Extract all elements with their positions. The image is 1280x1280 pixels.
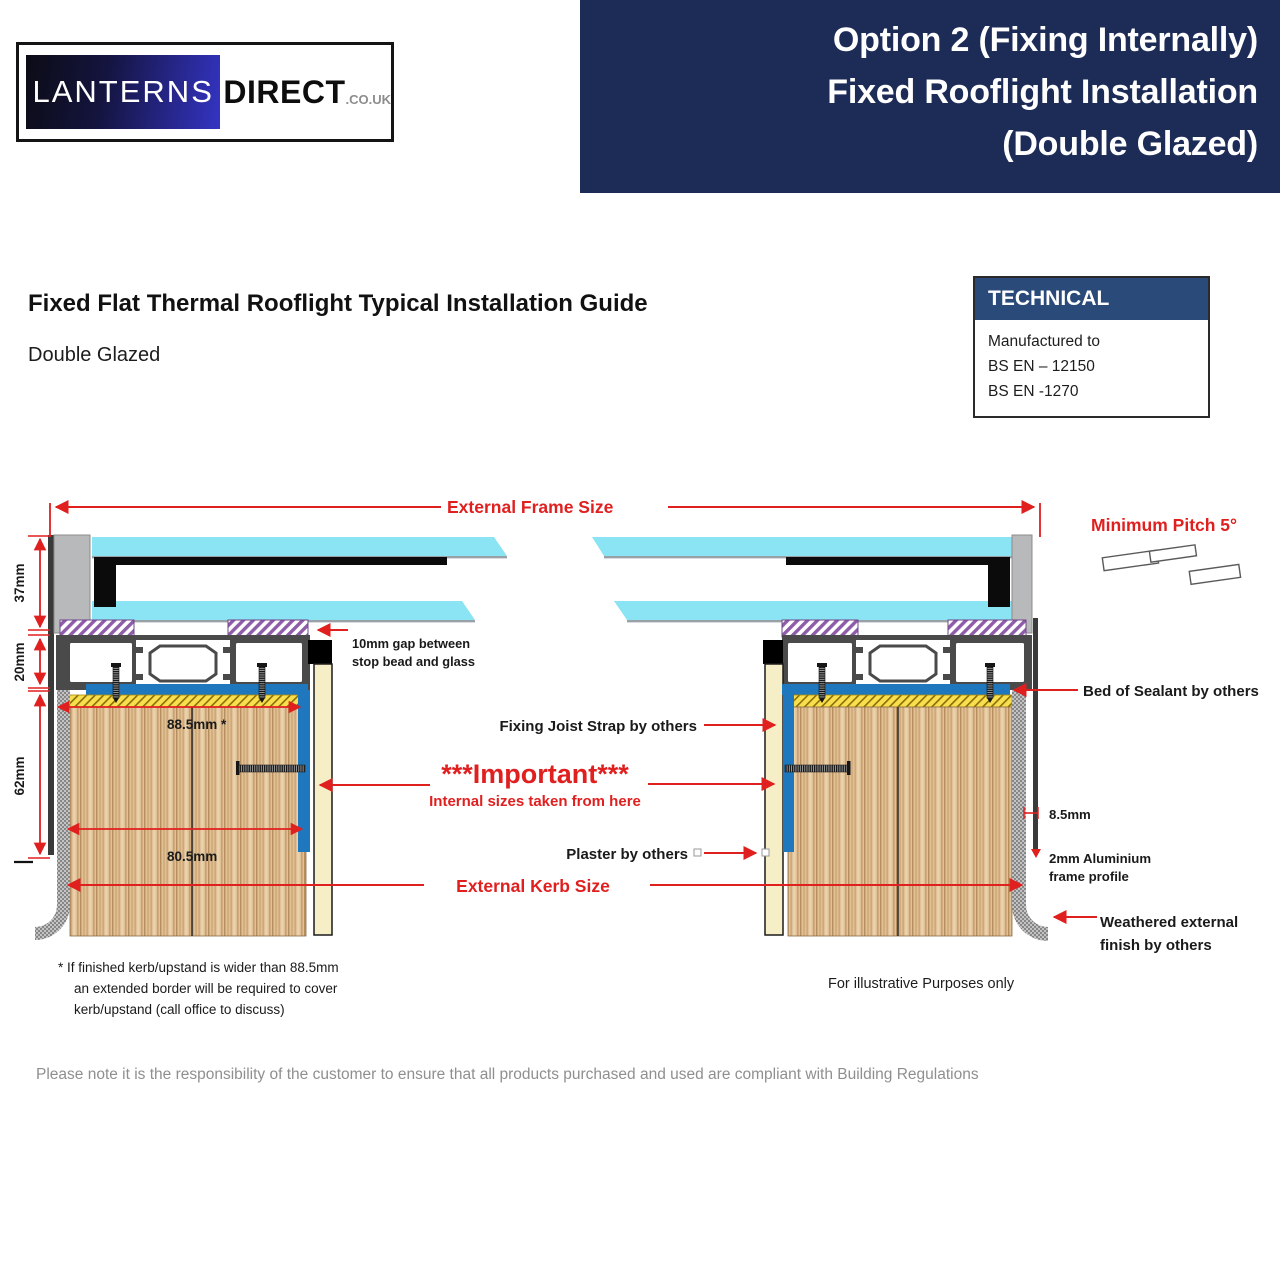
lanterns-direct-logo: [16, 42, 394, 142]
technical-line-3: BS EN -1270: [988, 383, 1079, 400]
important-sub-label: Internal sizes taken from here: [429, 793, 641, 810]
frame-chamber: [70, 643, 132, 682]
frame-corner-block: [763, 640, 783, 664]
timber-kerb-left: [70, 707, 306, 936]
gap-note-line-1: 10mm gap between: [352, 636, 471, 651]
annotation-aluminium-profile: [1031, 849, 1151, 884]
annotation-fixing-joist-strap: [499, 718, 775, 735]
left-frame-cap: [54, 535, 90, 633]
glass-spacer-end-right: [988, 557, 1010, 607]
compliance-note: Please note it is the responsibility of the customer to ensure that all products purchased and used are compliant with Building Regulations: [36, 1066, 979, 1083]
dimension-62mm: [12, 691, 50, 862]
dim-88-5mm-label: 88.5mm *: [167, 717, 227, 732]
technical-heading: TECHNICAL: [975, 278, 1208, 320]
right-frame-cap: [1012, 535, 1032, 633]
logo-gradient-panel: [26, 55, 220, 129]
logo-text-lanterns: LANTERNS: [32, 74, 214, 109]
pitch-icon: [1102, 545, 1240, 584]
kerb-footnote: [58, 957, 339, 1020]
stop-bead-block: [948, 620, 1026, 637]
annotation-bed-of-sealant: [1014, 683, 1259, 700]
plaster-label: Plaster by others: [566, 846, 688, 863]
dim-20mm-label: 20mm: [12, 642, 27, 682]
glass-pane-top-right: [592, 537, 1012, 556]
alu-profile-line-2: frame profile: [1049, 869, 1129, 884]
stop-bead-block: [782, 620, 858, 637]
timber-kerb-right: [788, 707, 1012, 936]
left-aluminium-flange: [48, 535, 54, 855]
dimension-external-frame-size: [50, 497, 1040, 537]
thermal-break-section: [136, 640, 230, 688]
alu-profile-line-1: 2mm Aluminium: [1049, 851, 1152, 866]
technical-line-2: BS EN – 12150: [988, 358, 1095, 375]
glass-spacer-end-left: [94, 557, 116, 607]
header-line-1: Option 2 (Fixing Internally): [832, 21, 1258, 59]
important-label: ***Important***: [441, 759, 629, 789]
leader-handle: [762, 849, 769, 856]
stop-bead-block: [60, 620, 134, 637]
frame-corner-block: [308, 640, 332, 664]
membrane-layer: [86, 684, 308, 695]
annotation-weathered-finish: [1054, 914, 1238, 954]
gap-note-line-2: stop bead and glass: [352, 654, 476, 669]
fixing-joist-label: Fixing Joist Strap by others: [499, 718, 697, 735]
leader-arrowhead: [1031, 849, 1041, 858]
weathered-line-1: Weathered external: [1100, 914, 1239, 931]
weathered-finish-left: [57, 690, 70, 905]
leader-handle: [694, 849, 701, 856]
stop-bead-block: [228, 620, 308, 637]
weathered-finish-elbow: [35, 905, 70, 940]
membrane-layer: [782, 684, 1010, 695]
header-line-3: (Double Glazed): [1002, 125, 1258, 163]
glass-spacer-bar-left: [94, 557, 447, 565]
footnote-line-2: an extended border will be required to cover: [74, 981, 338, 996]
glass-spacer-bar-right: [786, 557, 1010, 565]
illustrative-note: For illustrative Purposes only: [828, 976, 1015, 992]
logo-text-direct: DIRECT: [223, 73, 346, 110]
footnote-line-3: kerb/upstand (call office to discuss): [74, 1002, 285, 1017]
sealant-bed: [64, 695, 304, 707]
page-subtitle: Double Glazed: [28, 344, 161, 366]
dim-62mm-label: 62mm: [12, 756, 27, 796]
annotation-important: [320, 759, 774, 810]
plasterboard-strip-right: [765, 664, 783, 935]
annotation-minimum-pitch: [1091, 515, 1241, 584]
dimension-37mm: [12, 536, 50, 630]
dimension-20mm: [12, 635, 50, 688]
technical-box: [973, 276, 1210, 418]
dim-80-5mm-label: 80.5mm: [167, 849, 218, 864]
dim-8-5mm-label: 8.5mm: [1049, 807, 1091, 822]
weathered-finish-right: [1012, 690, 1026, 905]
annotation-plaster: [566, 846, 769, 863]
logo-text-couk: .CO.UK: [345, 91, 391, 107]
external-kerb-size-label: External Kerb Size: [456, 876, 610, 896]
minimum-pitch-label: Minimum Pitch 5°: [1091, 515, 1238, 535]
plasterboard-strip-left: [314, 664, 332, 935]
weathered-line-2: finish by others: [1100, 937, 1212, 954]
glass-pane-top-left: [92, 537, 507, 556]
glass-pane-bottom-right: [614, 601, 1012, 620]
technical-line-1: Manufactured to: [988, 333, 1101, 350]
header-line-2: Fixed Rooflight Installation: [827, 73, 1258, 111]
thermal-break-section: [856, 640, 950, 688]
frame-chamber: [236, 643, 302, 682]
annotation-10mm-gap: [318, 630, 475, 669]
right-aluminium-flange: [1033, 618, 1038, 850]
glass-pane-bottom-left: [92, 601, 475, 620]
installation-diagram: [0, 480, 1280, 960]
bed-of-sealant-label: Bed of Sealant by others: [1083, 683, 1259, 700]
external-frame-size-label: External Frame Size: [447, 497, 614, 517]
technical-body: [975, 320, 1208, 416]
weathered-finish-elbow: [1012, 905, 1048, 941]
dim-37mm-label: 37mm: [12, 563, 27, 603]
footnote-line-1: * If finished kerb/upstand is wider than 88.5mm: [58, 960, 339, 975]
page-title: Fixed Flat Thermal Rooflight Typical Installation Guide: [28, 290, 648, 317]
document-header: [580, 0, 1280, 193]
